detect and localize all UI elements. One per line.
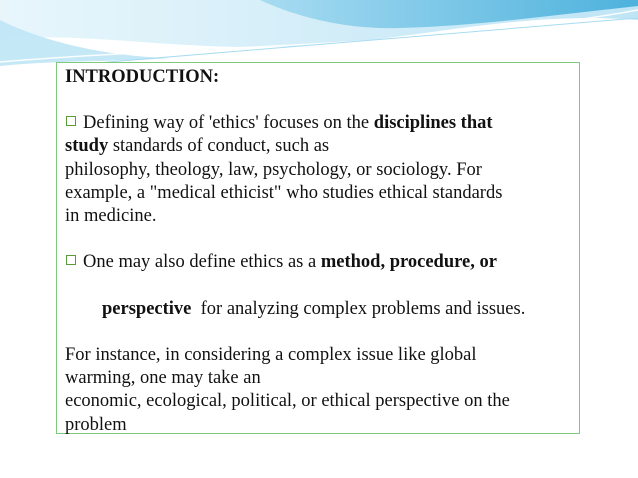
text-run: standards of conduct, such as xyxy=(108,136,330,157)
text-run: for analyzing complex problems and issues. xyxy=(191,298,526,319)
text-run: One may also define ethics as a xyxy=(83,252,321,273)
paragraph2-line2 xyxy=(65,274,585,344)
paragraph1-line2 xyxy=(65,135,585,158)
square-bullet-icon xyxy=(65,254,79,268)
paragraph2-line6: problem xyxy=(65,414,127,435)
text-run: Defining way of 'ethics' focuses on the xyxy=(83,113,374,134)
bold-text-run: method, procedure, or xyxy=(320,252,497,273)
square-bullet-icon xyxy=(65,115,79,129)
paragraph2-line3: For instance, in considering a complex issue like global xyxy=(65,345,477,366)
paragraph2-line1 xyxy=(65,251,585,274)
paragraph2-line4: warming, one may take an xyxy=(65,368,261,389)
bold-text-run: disciplines that xyxy=(373,113,493,134)
paragraph1-line5: in medicine. xyxy=(65,206,157,227)
slide-heading: INTRODUCTION: xyxy=(65,67,220,87)
paragraph2-line5: economic, ecological, political, or ethical perspective on the xyxy=(65,391,510,412)
slide-content xyxy=(65,66,585,460)
paragraph1-line4: example, a "medical ethicist" who studies ethical standards xyxy=(65,182,503,203)
bullet-paragraph-1 xyxy=(65,112,585,228)
bullet-paragraph-2 xyxy=(65,251,585,437)
paragraph1-line3: philosophy, theology, law, psychology, or sociology. For xyxy=(65,159,482,180)
paragraph1-line1 xyxy=(65,112,585,135)
bold-text-run: study xyxy=(65,136,109,157)
bold-text-run: perspective xyxy=(102,298,192,319)
